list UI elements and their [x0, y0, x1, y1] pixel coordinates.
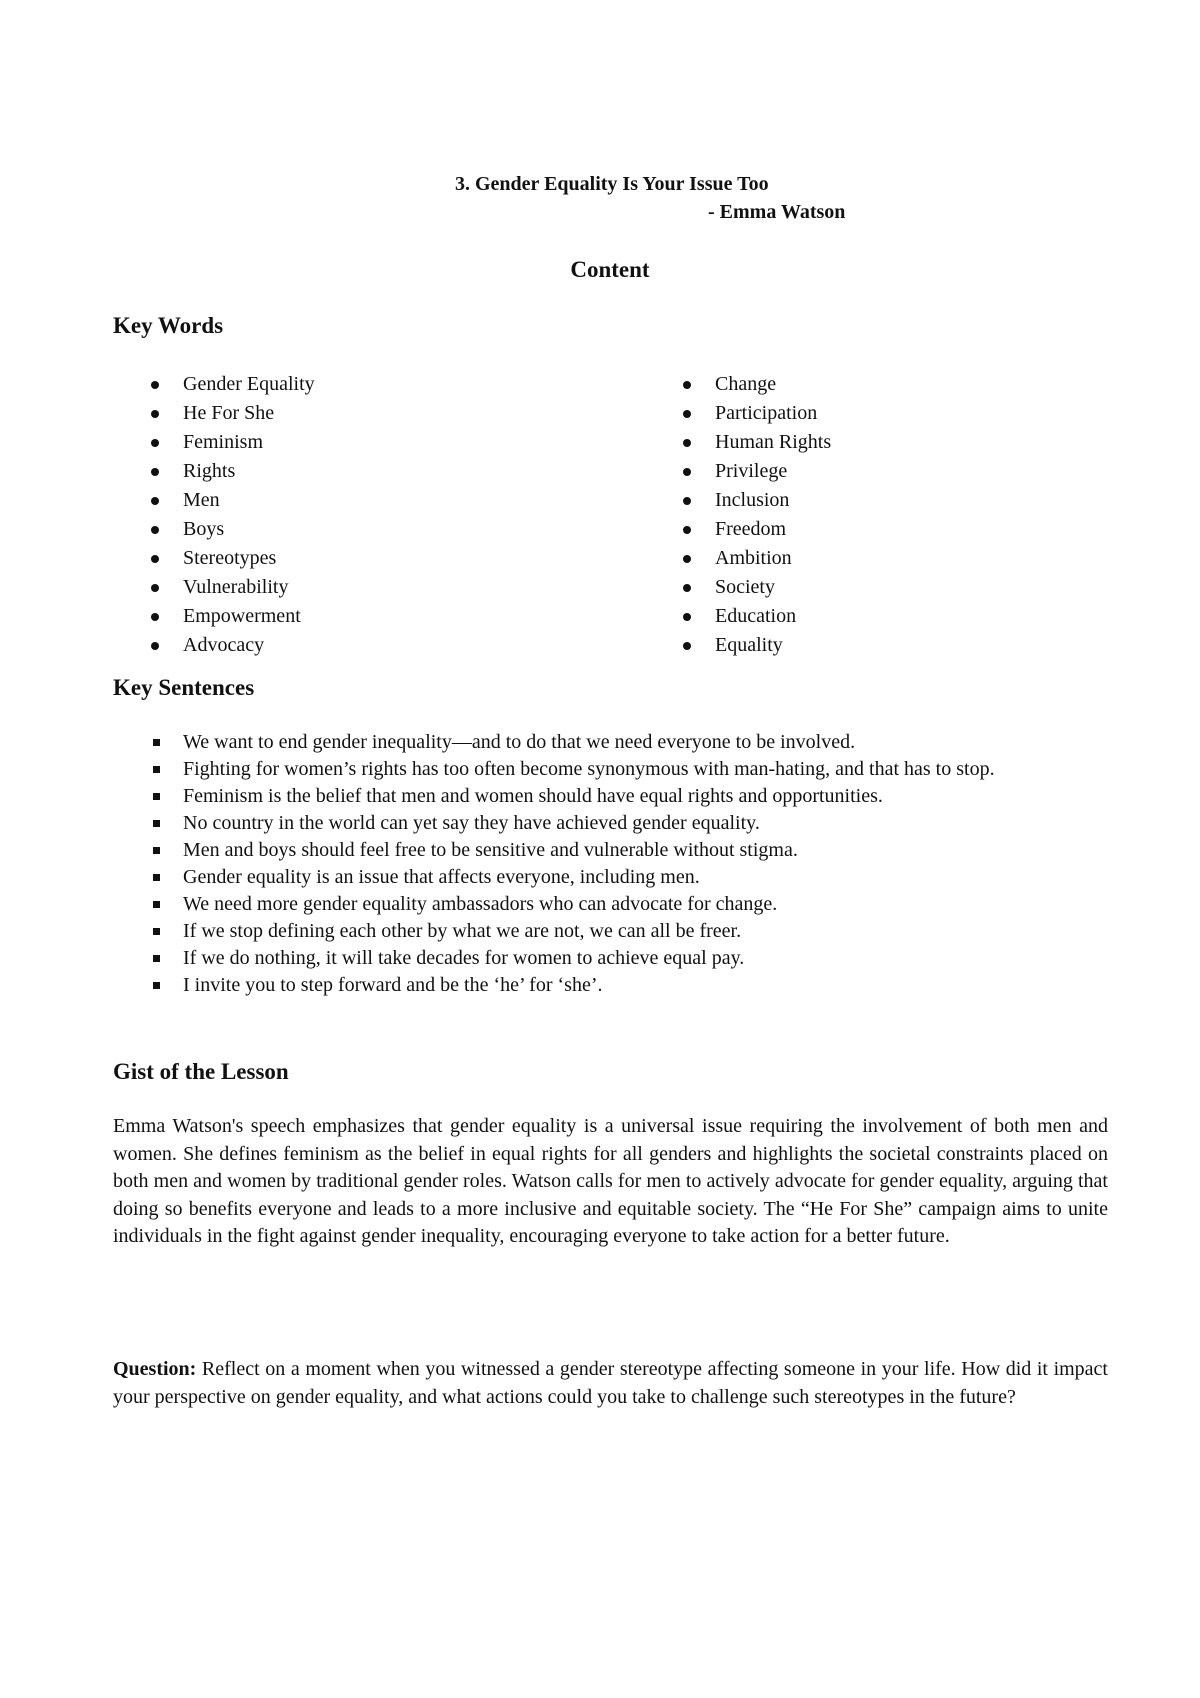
key-sentence-item — [183, 783, 1113, 810]
key-word-item — [183, 399, 315, 428]
key-word-text: Boys — [183, 518, 225, 540]
gist-heading: Gist of the Lesson — [113, 1059, 289, 1084]
key-sentence-item — [183, 891, 1113, 918]
bullet-icon — [151, 526, 159, 534]
key-word-text: Society — [715, 576, 775, 598]
key-sentence-item — [183, 756, 1113, 783]
bullet-icon — [151, 584, 159, 592]
bullet-icon — [683, 468, 691, 476]
key-word-text: Human Rights — [715, 431, 832, 453]
key-word-item — [183, 370, 315, 399]
square-bullet-icon — [153, 793, 160, 800]
key-word-item — [715, 399, 831, 428]
content-heading: Content — [570, 257, 650, 282]
bullet-icon — [151, 613, 159, 621]
bullet-icon — [683, 642, 691, 650]
key-word-text: Freedom — [715, 518, 787, 540]
bullet-icon — [683, 526, 691, 534]
document-title: 3. Gender Equality Is Your Issue Too — [455, 173, 769, 195]
bullet-icon — [151, 410, 159, 418]
key-sentence-text: I invite you to step forward and be the ‘he’ for ‘she’. — [183, 974, 603, 996]
key-word-text: Vulnerability — [183, 576, 289, 598]
key-word-item — [183, 544, 315, 573]
key-sentences-list — [183, 729, 1113, 999]
key-word-item — [715, 457, 831, 486]
bullet-icon — [151, 468, 159, 476]
key-words-left-list — [183, 370, 315, 660]
key-word-text: Rights — [183, 460, 236, 482]
bullet-icon — [151, 642, 159, 650]
gist-paragraph: Emma Watson's speech emphasizes that gender equality is a universal issue requiring the involvement of both men and women. She defines feminism as the belief in equal rights for all genders and highlights the societal constraints placed on both men and women by traditional gender roles. Watson calls for men to actively advocate for gender equality, arguing that doing so benefits everyone and leads to a more inclusive and equitable society. The “He For She” campaign aims to unite individuals in the fight against gender inequality, encouraging everyone to take action for a better future. — [113, 1115, 1108, 1247]
key-sentence-text: Gender equality is an issue that affects everyone, including men. — [183, 866, 700, 888]
key-sentence-text: If we stop defining each other by what we are not, we can all be freer. — [183, 920, 742, 942]
key-sentence-item — [183, 972, 1113, 999]
bullet-icon — [151, 497, 159, 505]
square-bullet-icon — [153, 874, 160, 881]
bullet-icon — [683, 410, 691, 418]
key-word-item — [183, 515, 315, 544]
key-word-text: Participation — [715, 402, 818, 424]
key-word-item — [715, 544, 831, 573]
bullet-icon — [683, 555, 691, 563]
bullet-icon — [683, 613, 691, 621]
key-word-item — [183, 631, 315, 660]
bullet-icon — [683, 584, 691, 592]
key-sentence-text: Fighting for women’s rights has too often become synonymous with man-hating, and that has to stop. — [183, 758, 995, 780]
key-sentence-text: We need more gender equality ambassadors who can advocate for change. — [183, 893, 778, 915]
key-sentence-text: If we do nothing, it will take decades for women to achieve equal pay. — [183, 947, 745, 969]
key-word-item — [715, 515, 831, 544]
bullet-icon — [683, 497, 691, 505]
question-label: Question: — [113, 1358, 197, 1380]
key-word-item — [715, 602, 831, 631]
document-author: - Emma Watson — [708, 201, 846, 223]
key-word-item — [715, 370, 831, 399]
key-word-text: He For She — [183, 402, 275, 424]
key-sentence-text: Men and boys should feel free to be sensitive and vulnerable without stigma. — [183, 839, 798, 861]
square-bullet-icon — [153, 901, 160, 908]
key-sentence-item — [183, 864, 1113, 891]
key-word-item — [715, 573, 831, 602]
square-bullet-icon — [153, 955, 160, 962]
bullet-icon — [151, 439, 159, 447]
bullet-icon — [683, 439, 691, 447]
square-bullet-icon — [153, 766, 160, 773]
key-word-text: Privilege — [715, 460, 788, 482]
key-word-item — [183, 486, 315, 515]
question-text: Reflect on a moment when you witnessed a gender stereotype affecting someone in your life. How did it impact your perspective on gender equality, and what actions could you take to challenge such stereotypes in the future? — [113, 1358, 1108, 1408]
key-word-text: Inclusion — [715, 489, 790, 511]
key-word-item — [715, 486, 831, 515]
square-bullet-icon — [153, 820, 160, 827]
bullet-icon — [151, 381, 159, 389]
key-word-text: Advocacy — [183, 634, 265, 656]
key-word-item — [183, 602, 315, 631]
square-bullet-icon — [153, 982, 160, 989]
key-sentence-item — [183, 810, 1113, 837]
square-bullet-icon — [153, 739, 160, 746]
key-word-item — [183, 573, 315, 602]
key-sentence-item — [183, 945, 1113, 972]
key-word-item — [715, 428, 831, 457]
key-sentence-item — [183, 837, 1113, 864]
key-sentence-text: No country in the world can yet say they have achieved gender equality. — [183, 812, 760, 834]
bullet-icon — [151, 555, 159, 563]
question-paragraph — [113, 1356, 1108, 1411]
bullet-icon — [683, 381, 691, 389]
key-word-item — [715, 631, 831, 660]
key-sentence-item — [183, 729, 1113, 756]
key-sentence-text: We want to end gender inequality—and to do that we need everyone to be involved. — [183, 731, 856, 753]
key-word-item — [183, 428, 315, 457]
key-word-text: Stereotypes — [183, 547, 277, 569]
key-word-text: Equality — [715, 634, 783, 656]
key-sentence-text: Feminism is the belief that men and women should have equal rights and opportunities. — [183, 785, 883, 807]
key-word-text: Feminism — [183, 431, 264, 453]
key-sentence-item — [183, 918, 1113, 945]
square-bullet-icon — [153, 928, 160, 935]
key-word-text: Men — [183, 489, 220, 511]
key-words-right-list — [715, 370, 831, 660]
key-word-text: Ambition — [715, 547, 792, 569]
key-word-text: Empowerment — [183, 605, 301, 627]
key-words-heading: Key Words — [113, 313, 224, 338]
key-sentences-heading: Key Sentences — [113, 675, 255, 700]
key-word-text: Education — [715, 605, 797, 627]
key-word-text: Gender Equality — [183, 373, 315, 395]
key-word-text: Change — [715, 373, 777, 395]
key-word-item — [183, 457, 315, 486]
square-bullet-icon — [153, 847, 160, 854]
